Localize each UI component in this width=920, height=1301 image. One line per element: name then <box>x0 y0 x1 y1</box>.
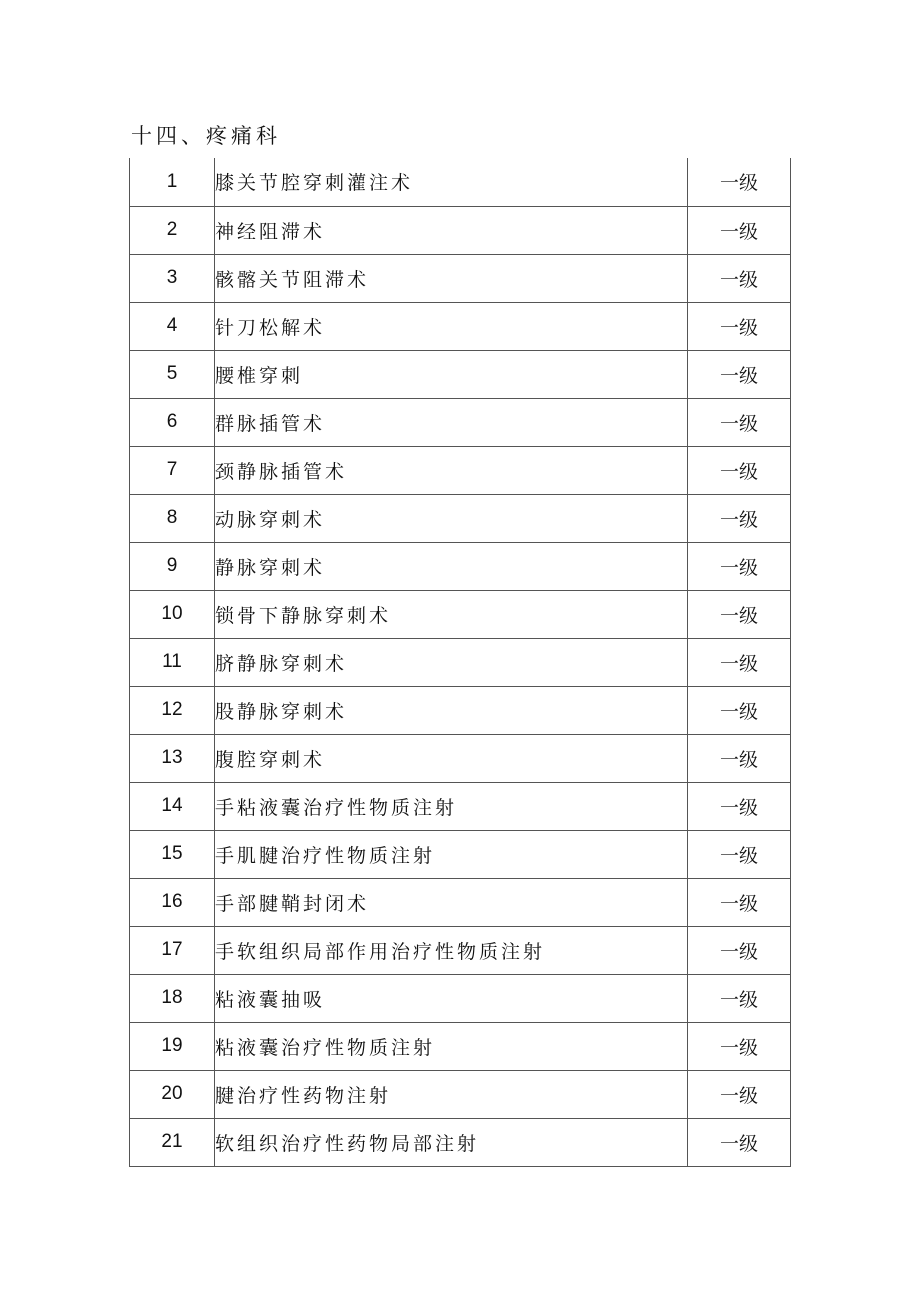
procedure-name: 腰椎穿刺 <box>215 350 688 398</box>
row-number: 4 <box>130 302 215 350</box>
procedure-name: 针刀松解术 <box>215 302 688 350</box>
row-number: 8 <box>130 494 215 542</box>
row-number: 18 <box>130 974 215 1022</box>
procedure-grade: 一级 <box>688 446 791 494</box>
procedure-name: 脐静脉穿刺术 <box>215 638 688 686</box>
procedure-name: 手肌腱治疗性物质注射 <box>215 830 688 878</box>
row-number: 7 <box>130 446 215 494</box>
procedure-grade: 一级 <box>688 206 791 254</box>
procedure-grade: 一级 <box>688 494 791 542</box>
procedure-name: 动脉穿刺术 <box>215 494 688 542</box>
procedure-name: 腱治疗性药物注射 <box>215 1070 688 1118</box>
procedure-grade: 一级 <box>688 638 791 686</box>
table-row <box>130 830 791 878</box>
table-row <box>130 638 791 686</box>
table-row <box>130 926 791 974</box>
procedure-name: 群脉插管术 <box>215 398 688 446</box>
row-number: 5 <box>130 350 215 398</box>
procedure-grade: 一级 <box>688 398 791 446</box>
procedure-grade: 一级 <box>688 590 791 638</box>
procedure-grade: 一级 <box>688 1118 791 1166</box>
procedure-grade: 一级 <box>688 350 791 398</box>
procedure-table <box>129 158 791 1167</box>
table-row <box>130 446 791 494</box>
procedure-name: 锁骨下静脉穿刺术 <box>215 590 688 638</box>
procedure-name: 股静脉穿刺术 <box>215 686 688 734</box>
table-row <box>130 974 791 1022</box>
procedure-grade: 一级 <box>688 1022 791 1070</box>
procedure-grade: 一级 <box>688 734 791 782</box>
row-number: 19 <box>130 1022 215 1070</box>
procedure-grade: 一级 <box>688 830 791 878</box>
procedure-name: 软组织治疗性药物局部注射 <box>215 1118 688 1166</box>
table-row <box>130 206 791 254</box>
procedure-grade: 一级 <box>688 254 791 302</box>
procedure-name: 手软组织局部作用治疗性物质注射 <box>215 926 688 974</box>
procedure-name: 神经阻滞术 <box>215 206 688 254</box>
procedure-name: 粘液囊治疗性物质注射 <box>215 1022 688 1070</box>
procedure-name: 骸髂关节阻滞术 <box>215 254 688 302</box>
row-number: 14 <box>130 782 215 830</box>
section-title: 十四、疼痛科 <box>131 124 281 148</box>
table-row <box>130 1022 791 1070</box>
row-number: 20 <box>130 1070 215 1118</box>
row-number: 11 <box>130 638 215 686</box>
procedure-name: 粘液囊抽吸 <box>215 974 688 1022</box>
table-row <box>130 158 791 206</box>
row-number: 15 <box>130 830 215 878</box>
table-row <box>130 542 791 590</box>
table-row <box>130 494 791 542</box>
table-row <box>130 1070 791 1118</box>
procedure-name: 手粘液囊治疗性物质注射 <box>215 782 688 830</box>
row-number: 17 <box>130 926 215 974</box>
row-number: 2 <box>130 206 215 254</box>
table-row <box>130 878 791 926</box>
row-number: 3 <box>130 254 215 302</box>
table-row <box>130 686 791 734</box>
row-number: 16 <box>130 878 215 926</box>
procedure-name: 手部腱鞘封闭术 <box>215 878 688 926</box>
procedure-grade: 一级 <box>688 974 791 1022</box>
table-row <box>130 590 791 638</box>
procedure-name: 静脉穿刺术 <box>215 542 688 590</box>
row-number: 1 <box>130 158 215 206</box>
procedure-name: 膝关节腔穿刺灌注术 <box>215 158 688 206</box>
procedure-grade: 一级 <box>688 1070 791 1118</box>
table-row <box>130 398 791 446</box>
row-number: 9 <box>130 542 215 590</box>
procedure-grade: 一级 <box>688 542 791 590</box>
table-row <box>130 350 791 398</box>
table-row <box>130 734 791 782</box>
table-row <box>130 1118 791 1166</box>
table-row <box>130 302 791 350</box>
row-number: 10 <box>130 590 215 638</box>
procedure-grade: 一级 <box>688 878 791 926</box>
procedure-table-body <box>130 158 791 1166</box>
row-number: 13 <box>130 734 215 782</box>
procedure-name: 腹腔穿刺术 <box>215 734 688 782</box>
procedure-grade: 一级 <box>688 782 791 830</box>
table-row <box>130 782 791 830</box>
row-number: 21 <box>130 1118 215 1166</box>
procedure-grade: 一级 <box>688 158 791 206</box>
row-number: 12 <box>130 686 215 734</box>
table-row <box>130 254 791 302</box>
row-number: 6 <box>130 398 215 446</box>
procedure-name: 颈静脉插管术 <box>215 446 688 494</box>
procedure-grade: 一级 <box>688 686 791 734</box>
procedure-grade: 一级 <box>688 302 791 350</box>
procedure-grade: 一级 <box>688 926 791 974</box>
